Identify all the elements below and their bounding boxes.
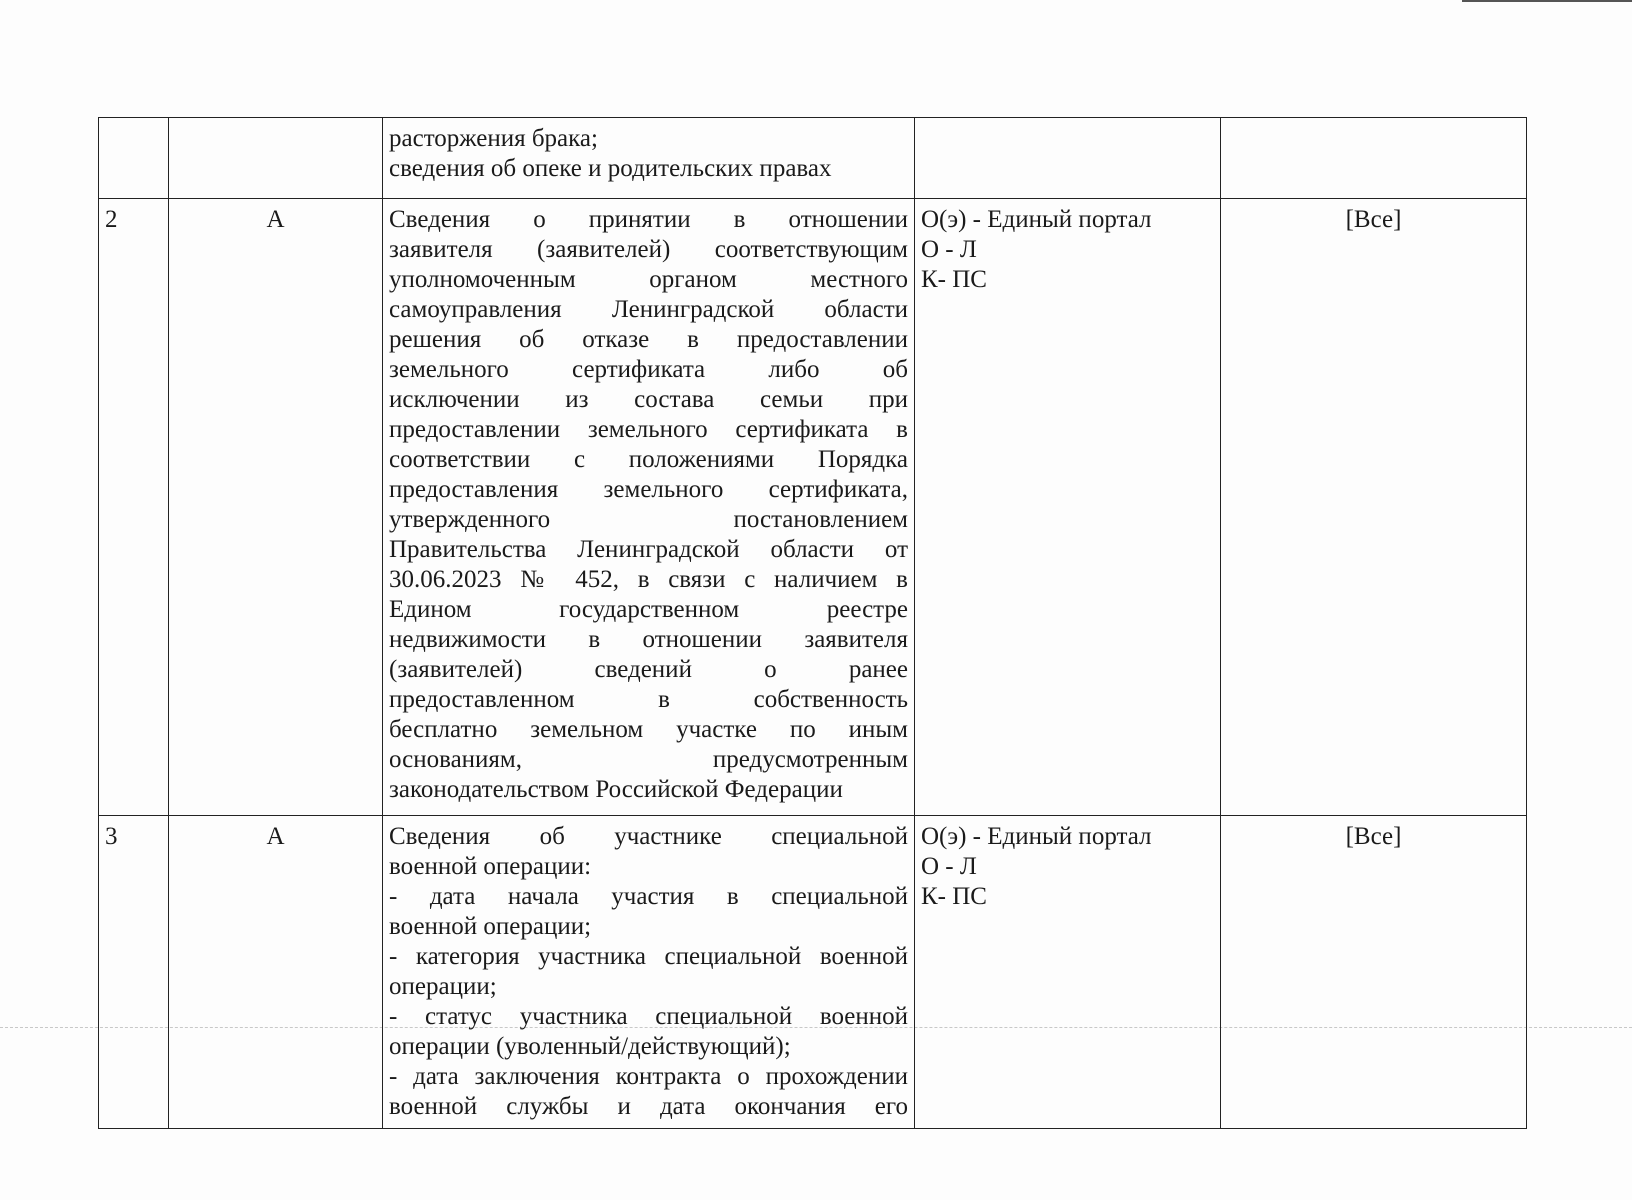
description-line: самоуправления Ленинградской области <box>389 296 908 323</box>
document-table <box>98 117 1527 1129</box>
description-line: законодательством Российской Федерации <box>389 776 843 803</box>
description-line: военной операции; <box>389 913 592 940</box>
description-line: предоставлении земельного сертификата в <box>389 416 908 443</box>
row-category: А <box>169 816 383 1129</box>
row-description <box>383 816 915 1129</box>
description-line: сведения об опеке и родительских правах <box>389 155 832 182</box>
description-line: уполномоченным органом местного <box>389 266 908 293</box>
description-line: - дата начала участия в специальной <box>389 883 908 910</box>
row-sources <box>915 199 1221 816</box>
description-line: операции; <box>389 973 497 1000</box>
description-line: недвижимости в отношении заявителя <box>389 626 908 653</box>
description-line: решения об отказе в предоставлении <box>389 326 908 353</box>
source-line: О - Л <box>921 853 977 880</box>
description-line: - категория участника специальной военной <box>389 943 908 970</box>
description-line: операции (уволенный/действующий); <box>389 1033 791 1060</box>
description-line: утвержденного постановлением <box>389 506 908 533</box>
row-number: 2 <box>99 199 169 816</box>
source-line: О(э) - Единый портал <box>921 206 1152 233</box>
row-category <box>169 118 383 199</box>
scan-edge-mark <box>1462 0 1632 2</box>
row-scope <box>1221 118 1527 199</box>
row-description <box>383 118 915 199</box>
description-line: расторжения брака; <box>389 125 598 152</box>
table-row <box>99 118 1527 199</box>
description-line: Сведения о принятии в отношении <box>389 206 908 233</box>
description-line: 30.06.2023 № 452, в связи с наличием в <box>389 566 908 593</box>
description-line: основаниям, предусмотренным <box>389 746 908 773</box>
row-sources <box>915 118 1221 199</box>
description-line: - статус участника специальной военной <box>389 1003 908 1030</box>
source-line: К- ПС <box>921 883 987 910</box>
description-line: (заявителей) сведений о ранее <box>389 656 908 683</box>
description-line: военной операции: <box>389 853 592 880</box>
description-line: Правительства Ленинградской области от <box>389 536 908 563</box>
description-line: - дата заключения контракта о прохождении <box>389 1063 908 1090</box>
description-line: исключении из состава семьи при <box>389 386 908 413</box>
description-line: соответствии с положениями Порядка <box>389 446 908 473</box>
description-line: Едином государственном реестре <box>389 596 908 623</box>
row-sources <box>915 816 1221 1129</box>
source-line: О(э) - Единый портал <box>921 823 1152 850</box>
description-line: земельного сертификата либо об <box>389 356 908 383</box>
row-scope: [Все] <box>1221 199 1527 816</box>
source-line: О - Л <box>921 236 977 263</box>
description-line: бесплатно земельном участке по иным <box>389 716 908 743</box>
row-category: А <box>169 199 383 816</box>
description-line: Сведения об участнике специальной <box>389 823 908 850</box>
description-line: военной службы и дата окончания его <box>389 1093 908 1120</box>
table-row <box>99 199 1527 816</box>
row-number <box>99 118 169 199</box>
source-line: К- ПС <box>921 266 987 293</box>
description-line: предоставления земельного сертификата, <box>389 476 908 503</box>
row-number: 3 <box>99 816 169 1129</box>
row-scope: [Все] <box>1221 816 1527 1129</box>
table-row <box>99 816 1527 1129</box>
description-line: предоставленном в собственность <box>389 686 908 713</box>
row-description <box>383 199 915 816</box>
description-line: заявителя (заявителей) соответствующим <box>389 236 908 263</box>
